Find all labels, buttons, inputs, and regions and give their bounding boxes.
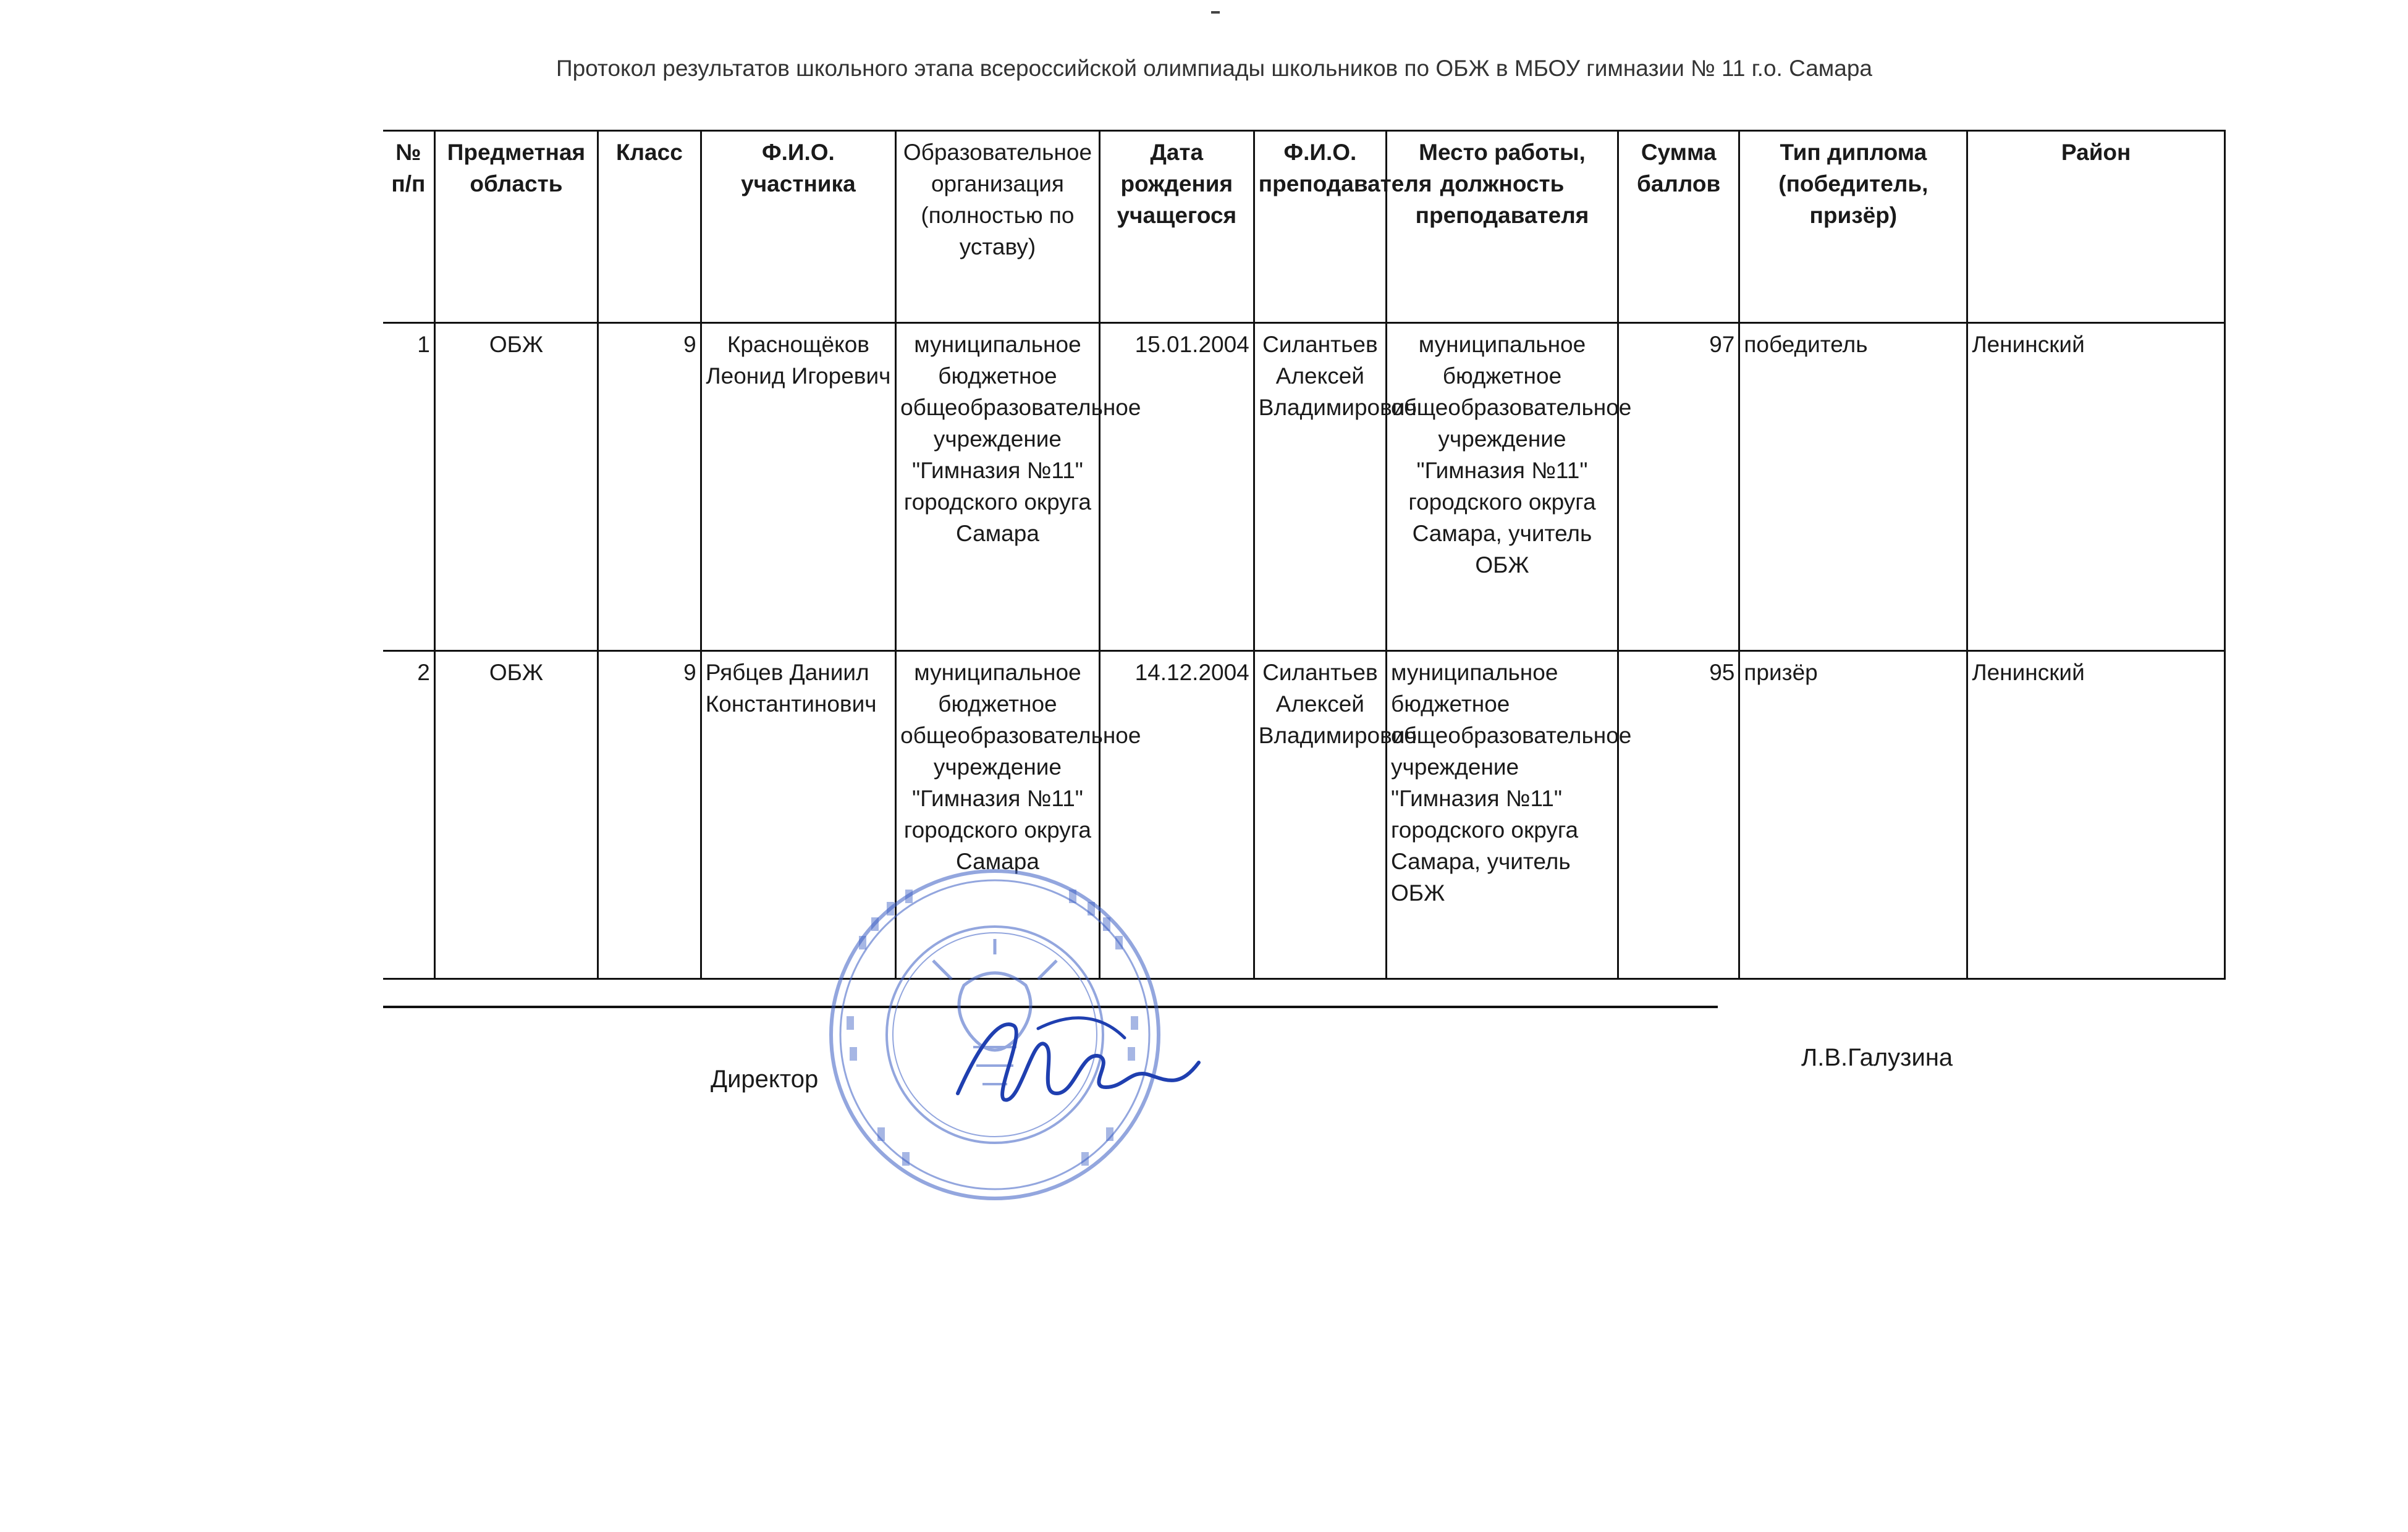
header-teacher: Ф.И.О. преподавателя <box>1254 131 1386 323</box>
cell-subject: ОБЖ <box>434 651 598 979</box>
cell-teacher-workplace: муниципальное бюджетное общеобразовательное учреждение "Гимназия №11" городского округа Самара, учитель ОБЖ <box>1387 323 1618 651</box>
header-grade: Класс <box>598 131 701 323</box>
director-label: Директор <box>711 1066 819 1093</box>
cell-district: Ленинский <box>1967 323 2225 651</box>
header-num: № п/п <box>383 131 434 323</box>
cell-num: 2 <box>383 651 434 979</box>
scan-mark <box>1211 11 1220 14</box>
table-header-row <box>383 131 2225 323</box>
header-score: Сумма баллов <box>1618 131 1739 323</box>
cell-subject: ОБЖ <box>434 323 598 651</box>
header-teacher-workplace: Место работы, должность преподавателя <box>1387 131 1618 323</box>
header-organization: Образовательное организация (полностью по уставу) <box>896 131 1100 323</box>
cell-birth-date: 15.01.2004 <box>1099 323 1254 651</box>
cell-diploma: призёр <box>1739 651 1967 979</box>
cell-teacher-workplace: муниципальное бюджетное общеобразовательное учреждение "Гимназия №11" городского округа Самара, учитель ОБЖ <box>1387 651 1618 979</box>
cell-teacher: Силантьев Алексей Владимирович <box>1254 323 1386 651</box>
cell-district: Ленинский <box>1967 651 2225 979</box>
cell-grade: 9 <box>598 323 701 651</box>
cell-score: 97 <box>1618 323 1739 651</box>
header-diploma: Тип диплома (победитель, призёр) <box>1739 131 1967 323</box>
handwritten-signature-icon <box>945 1001 1205 1124</box>
header-participant: Ф.И.О. участника <box>701 131 895 323</box>
protocol-table-container <box>383 130 2226 979</box>
table-row <box>383 651 2225 979</box>
cell-diploma: победитель <box>1739 323 1967 651</box>
document-title: Протокол результатов школьного этапа всероссийской олимпиады школьников по ОБЖ в МБОУ гимназии № 11 г.о. Самара <box>556 56 1872 81</box>
director-name: Л.В.Галузина <box>1801 1044 1953 1071</box>
cell-teacher: Силантьев Алексей Владимирович <box>1254 651 1386 979</box>
cell-participant: Краснощёков Леонид Игоревич <box>701 323 895 651</box>
header-district: Район <box>1967 131 2225 323</box>
cell-grade: 9 <box>598 651 701 979</box>
cell-organization: муниципальное бюджетное общеобразовательное учреждение "Гимназия №11" городского округа Самара <box>896 651 1100 979</box>
header-subject: Предметная область <box>434 131 598 323</box>
table-row <box>383 323 2225 651</box>
cell-organization: муниципальное бюджетное общеобразовательное учреждение "Гимназия №11" городского округа Самара <box>896 323 1100 651</box>
protocol-table <box>383 130 2226 980</box>
cell-participant: Рябцев Даниил Константинович <box>701 651 895 979</box>
cell-birth-date: 14.12.2004 <box>1099 651 1254 979</box>
cell-score: 95 <box>1618 651 1739 979</box>
cell-num: 1 <box>383 323 434 651</box>
header-birth-date: Дата рождения учащегося <box>1099 131 1254 323</box>
